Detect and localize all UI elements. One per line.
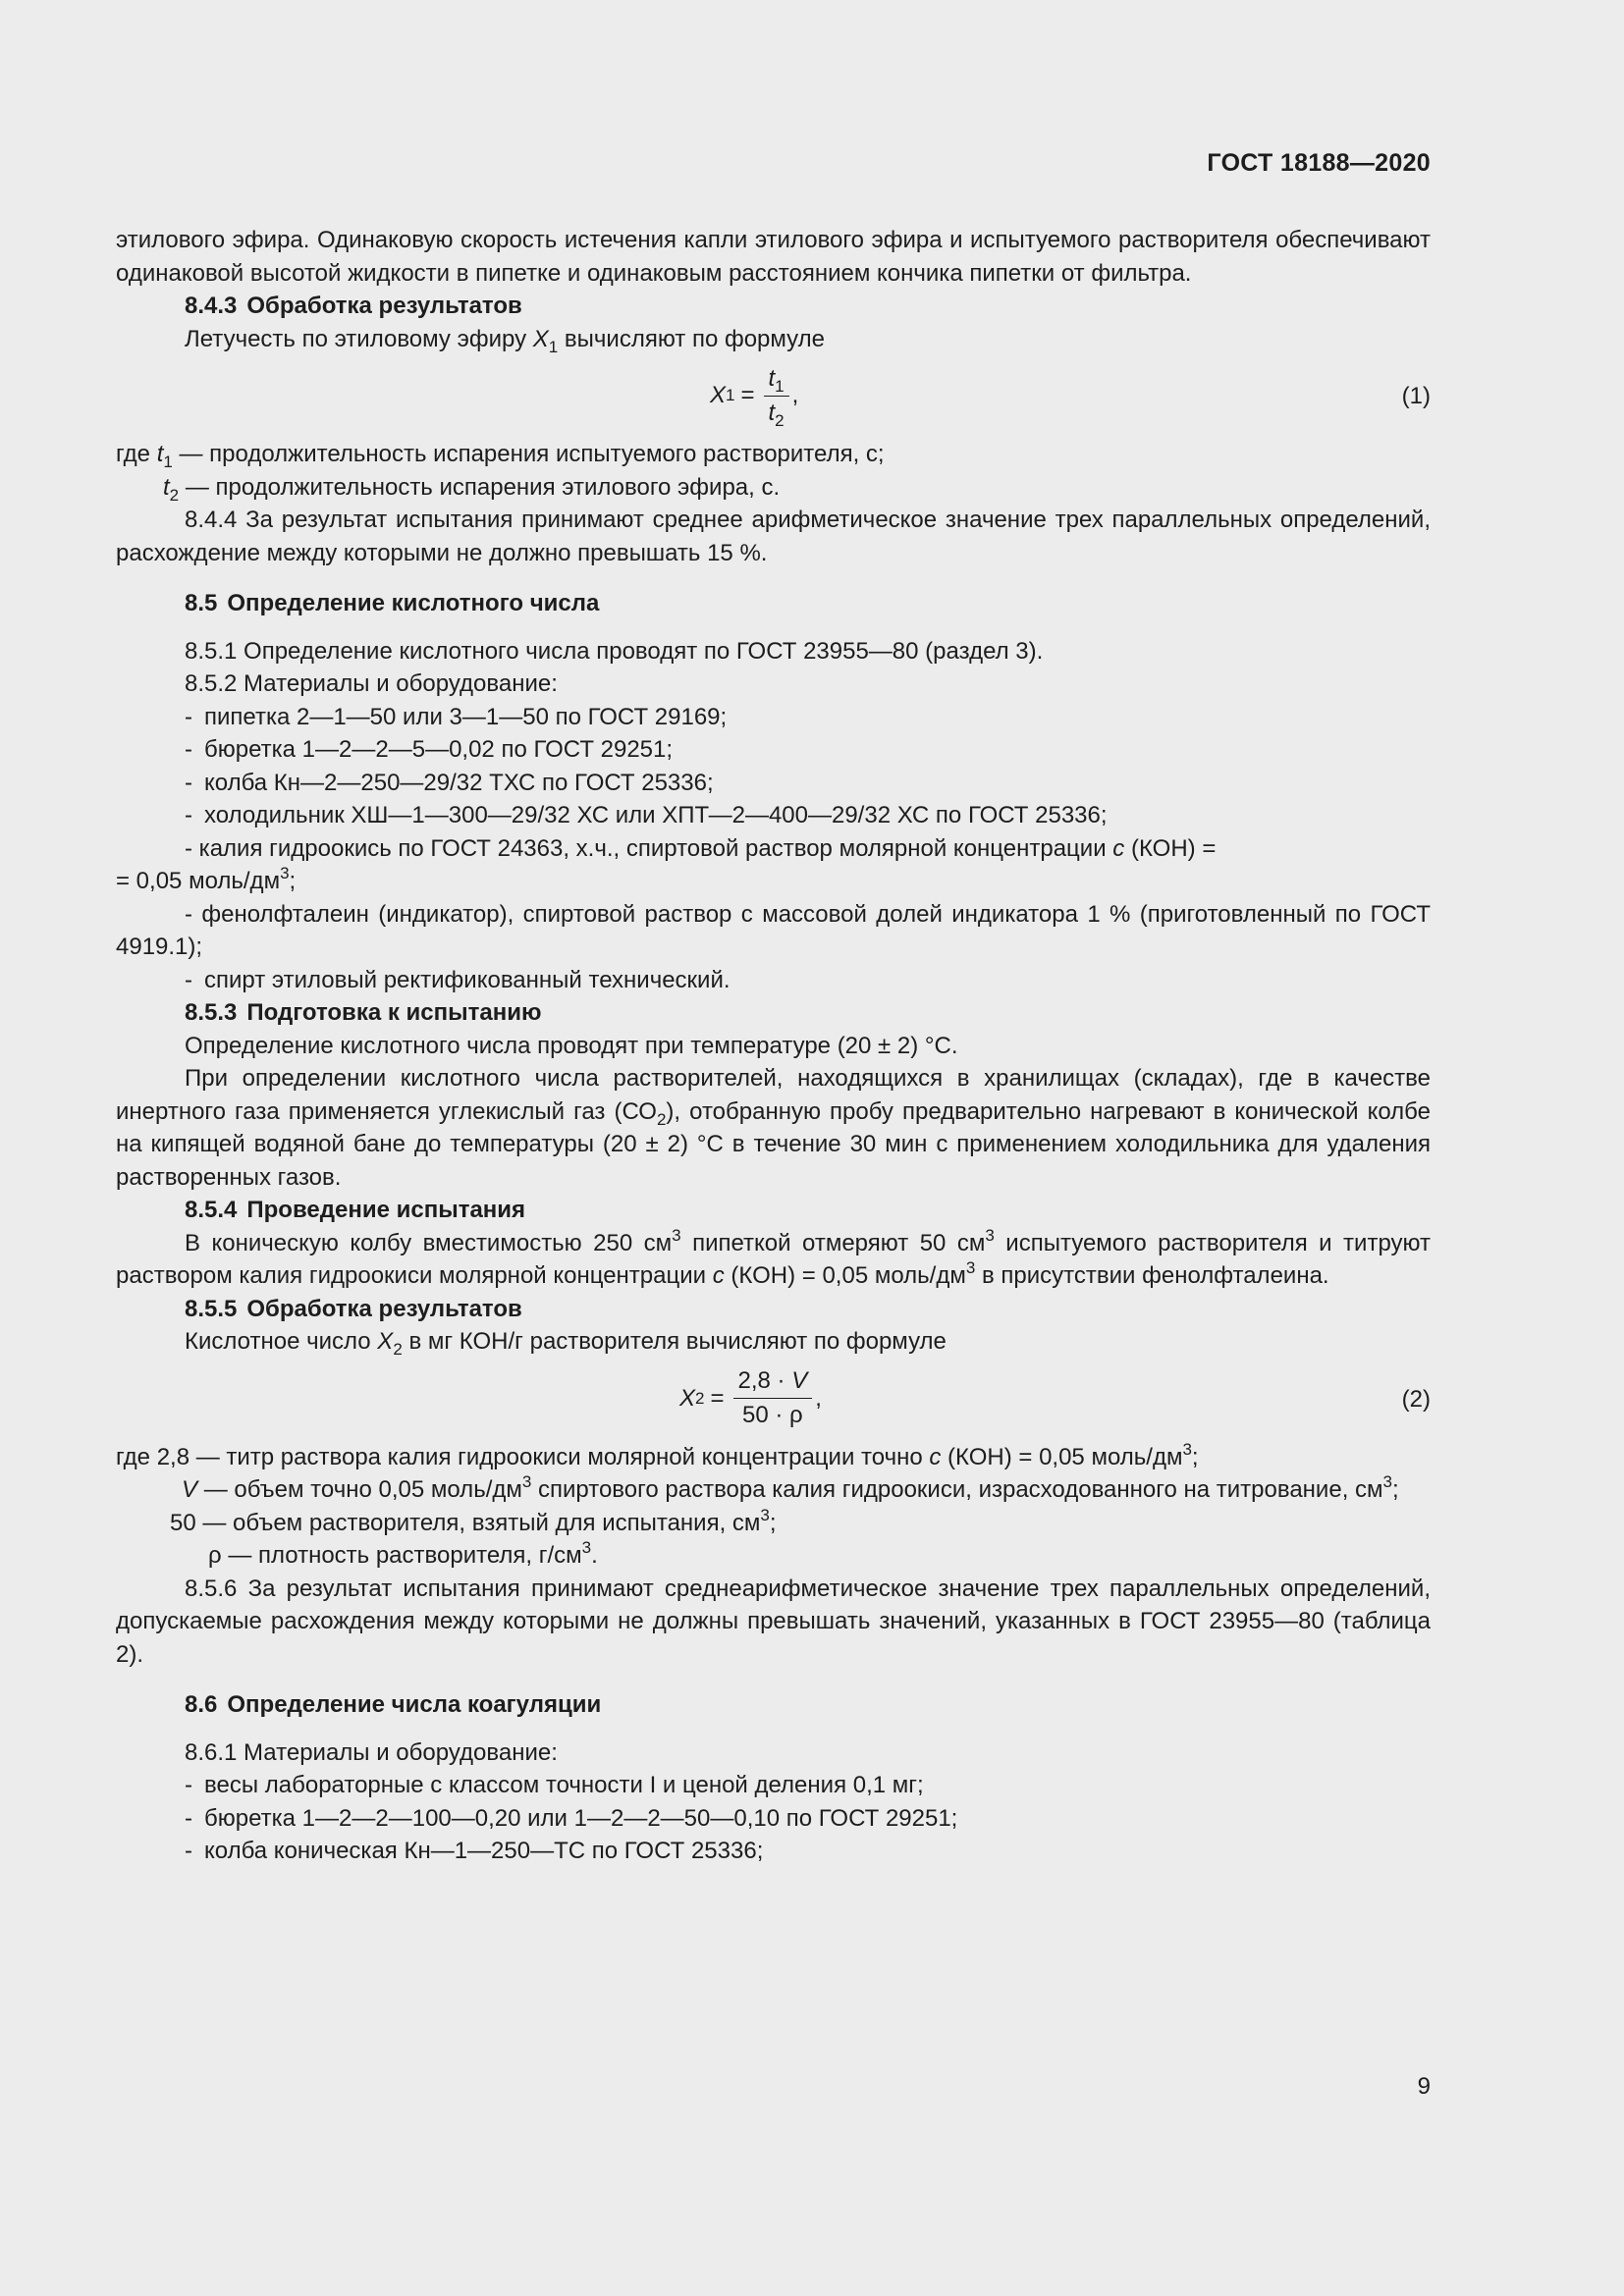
paragraph-8-4-3: Летучесть по этиловому эфиру $X_1$ вычисляют по формуле [185,325,825,356]
formula-2: X 2 = $\frac{2,8 \cdot V}{50 \cdot \rho}$ , (2) [679,1367,1431,1428]
formula-1: X 1 = $\frac{t_1}{t_2}$ , (1) [710,364,1431,430]
paragraph-8-4-4: 8.4.4 За результат испытания принимают среднее арифметическое значение трех параллельных определений, расхождение между которыми не должно превышать 15 %. [116,507,1431,566]
fraction: $\frac{2,8 \cdot V}{50 \cdot \rho}$ [733,1366,813,1430]
equation-number: (2) [1401,1385,1431,1413]
heading-title: Определение кислотного числа [227,590,600,616]
document-id: ГОСТ 18188—2020 [1207,149,1431,177]
heading-8-4-3 [116,290,1431,323]
list-item: - холодильник ХШ—1—300—29/32 ХС или ХПТ—2—400—29/32 ХС по ГОСТ 25336; [185,802,1108,828]
fraction: $\frac{t_1}{t_2}$ [764,364,789,428]
definition-t2: $t_2$ — продолжительность испарения этилового эфира, с. [163,473,781,505]
heading-8-5-5 [116,1293,1431,1326]
page-number: 9 [1417,2073,1431,2100]
paragraph-8-6-1: 8.6.1 Материалы и оборудование: [185,1738,558,1766]
heading-number: 8.4.3 [185,293,238,319]
list-item: - спирт этиловый ректификованный технический. [185,966,731,993]
heading-title: Обработка результатов [246,1295,522,1322]
definition-rho: ρ — плотность растворителя, $г/см^3$. [208,1538,598,1569]
paragraph-8-5-3a: Определение кислотного числа проводят при температуре (20 ± 2) °С. [185,1032,958,1059]
definition-t1: где $t_1$ — продолжительность испарения испытуемого растворителя, с; [116,441,885,471]
definition-2-8: где 2,8 — титр раствора калия гидроокиси молярной концентрации точно c (КОН) = 0,05 моль/$дм^3$; [116,1439,1199,1470]
paragraph-8-5-5: Кислотное число $X_2$ в мг КОН/г растворителя вычисляют по формуле [185,1328,947,1359]
heading-8-5-3 [116,996,1431,1030]
heading-number: 8.5 [185,590,218,616]
list-item-koh: - калия гидроокись по ГОСТ 24363, х.ч., спиртовой раствор молярной концентрации c (КОН) = [185,834,1217,862]
heading-number: 8.6 [185,1691,218,1718]
definition-v: V — объем точно 0,05 моль/$дм^3$ спиртового раствора калия гидроокиси, израсходованного на титрование, $см^3$; [182,1472,1399,1503]
definition-50: 50 — объем растворителя, взятый для испытания, $см^3$; [170,1505,777,1536]
paragraph-8-5-1: 8.5.1 Определение кислотного числа проводят по ГОСТ 23955—80 (раздел 3). [185,637,1044,665]
heading-title: Проведение испытания [246,1197,526,1223]
heading-title: Обработка результатов [246,293,522,319]
heading-number: 8.5.4 [185,1197,238,1223]
list-item: - колба Кн—2—250—29/32 ТХС по ГОСТ 25336; [185,769,714,796]
list-item: - весы лабораторные с классом точности I и ценой деления 0,1 мг; [185,1772,924,1798]
paragraph-8-5-4: В коническую колбу вместимостью 250 $см^3$ пипеткой отмеряют 50 $см^3$ испытуемого растворителя и титруют раствором калия гидроокиси молярной концентрации c (КОН) = 0,05 моль/$дм^3$ в присутствии фенолфталеина. [116,1225,1431,1289]
list-item: - бюретка 1—2—2—100—0,20 или 1—2—2—50—0,10 по ГОСТ 29251; [185,1804,958,1832]
paragraph-8-5-2: 8.5.2 Материалы и оборудование: [185,670,558,697]
list-item: - бюретка 1—2—2—5—0,02 по ГОСТ 29251; [185,736,674,763]
list-item: - пипетка 2—1—50 или 3—1—50 по ГОСТ 29169; [185,703,728,730]
heading-8-5-4 [116,1194,1431,1227]
heading-number: 8.5.3 [185,999,238,1026]
list-item: - колба коническая Кн—1—250—ТС по ГОСТ 25336; [185,1838,764,1864]
paragraph-8-5-3b: При определении кислотного числа растворителей, находящихся в хранилищах (складах), где в качестве инертного газа применяется углекислый газ $(СО_2)$, отобранную пробу предварительно нагревают в конической колбе на кипящей водяной бане до температуры (20 ± 2) °С в течение 30 мин с применением холодильника для удаления растворенных газов. [116,1065,1431,1191]
heading-8-6 [116,1688,1431,1722]
paragraph-intro: этилового эфира. Одинаковую скорость истечения капли этилового эфира и испытуемого растворителя обеспечивают одинаковой высотой жидкости в пипетке и одинаковым расстоянием кончика пипетки от фильтра. [116,227,1431,287]
list-item-phenol: - фенолфталеин (индикатор), спиртовой раствор с массовой долей индикатора 1 % (приготовленный по ГОСТ 4919.1); [116,900,1431,960]
heading-number: 8.5.5 [185,1295,238,1322]
heading-title: Подготовка к испытанию [246,999,542,1026]
heading-title: Определение числа коагуляции [227,1691,602,1718]
paragraph-8-5-6: 8.5.6 За результат испытания принимают среднеарифметическое значение трех параллельных определений, допускаемые расхождения между которыми не должны превышать значений, указанных в ГОСТ 23955—80 (таблица 2). [116,1575,1431,1668]
equation-number: (1) [1401,383,1431,409]
list-item-koh-continued: = 0,05 моль/$дм^3$; [116,864,297,894]
page-body [116,224,1431,1868]
heading-8-5 [116,587,1431,620]
